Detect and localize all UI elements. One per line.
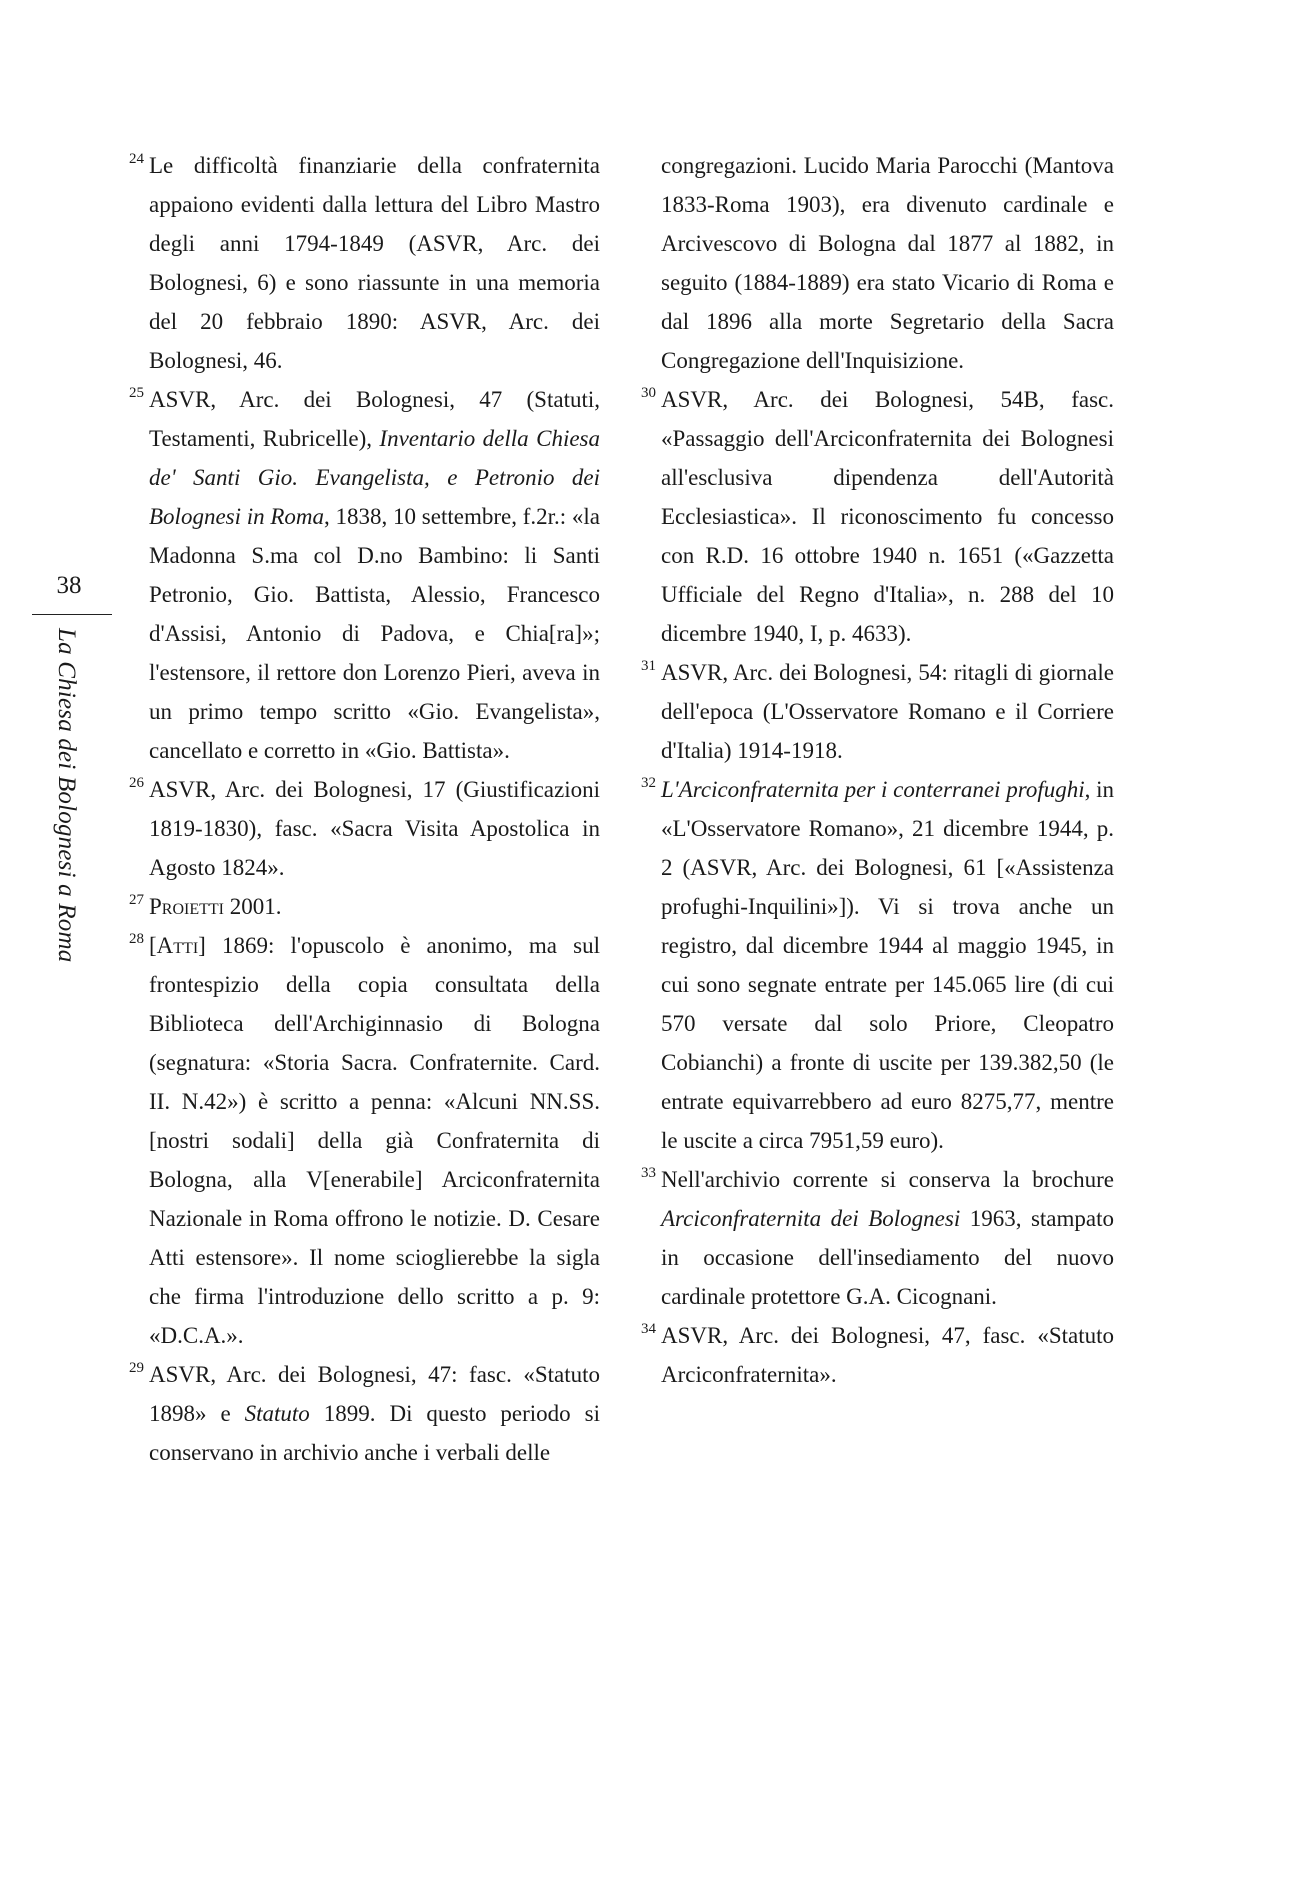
footnote-32: [632, 770, 1114, 1160]
footnote-30: [632, 380, 1114, 653]
footnote-number: 34: [641, 1321, 656, 1337]
footnote-text: Le difficoltà finanziarie della confraternita appaiono evidenti dalla lettura del Libro Mastro degli anni 1794-1849 (ASVR, Arc. dei Bolognesi, 6) e sono riassunte in una memoria del 20 febbraio 1890: ASVR, Arc. dei Bolognesi, 46.: [149, 153, 600, 373]
footnote-author: Atti: [156, 933, 199, 958]
footnote-text: ASVR, Arc. dei Bolognesi, 47 (Statuti, Testamenti, Rubricelle),: [149, 387, 600, 451]
footnote-text: ASVR, Arc. dei Bolognesi, 54B, fasc. «Passaggio dell'Arciconfraternita dei Bolognesi all'esclusiva dipendenza dell'Autorità Ecclesiastica». Il riconoscimento fu concesso con R.D. 16 ottobre 1940 n. 1651 («Gazzetta Ufficiale del Regno d'Italia», n. 288 del 10 dicembre 1940, I, p. 4633).: [661, 387, 1114, 646]
footnote-29: [120, 1355, 600, 1472]
footnote-text: ASVR, Arc. dei Bolognesi, 47, fasc. «Statuto Arciconfraternita».: [661, 1323, 1114, 1387]
footnote-29-continued: [632, 146, 1114, 380]
footnote-25: [120, 380, 600, 770]
footnote-text: ASVR, Arc. dei Bolognesi, 54: ritagli di giornale dell'epoca (L'Osservatore Romano e il Corriere d'Italia) 1914-1918.: [661, 660, 1114, 763]
footnote-27: [120, 887, 600, 926]
footnote-31: [632, 653, 1114, 770]
footnote-number: 33: [641, 1165, 656, 1181]
footnote-text: , in «L'Osservatore Romano», 21 dicembre 1944, p. 2 (ASVR, Arc. dei Bolognesi, 61 [«Assistenza profughi-Inquilini»]). Vi si trova anche un registro, dal dicembre 1944 al maggio 1945, in cui sono segnate entrate per 145.065 lire (di cui 570 versate dal solo Priore, Cleopatro Cobianchi) a fronte di uscite per 139.382,50 (le entrate equivarrebbero ad euro 8275,77, mentre le uscite a circa 7951,59 euro).: [661, 777, 1114, 1153]
footnote-title: Arciconfraternita dei Bolognesi: [661, 1206, 961, 1231]
running-head: La Chiesa dei Bolognesi a Roma: [53, 628, 80, 963]
footnote-title: Statuto: [244, 1401, 310, 1426]
footnote-24: [120, 146, 600, 380]
footnotes-right-column: [632, 146, 1114, 1394]
footnote-text: ASVR, Arc. dei Bolognesi, 47: fasc. «Statuto 1898» e: [149, 1362, 600, 1426]
footnote-text: ASVR, Arc. dei Bolognesi, 17 (Giustificazioni 1819-1830), fasc. «Sacra Visita Apostolica in Agosto 1824».: [149, 777, 600, 880]
footnote-text: , 1838, 10 settembre, f.2r.: «la Madonna S.ma col D.no Bambino: li Santi Petronio, Gio. Battista, Alessio, Francesco d'Assisi, Antonio di Padova, e Chia[ra]»; l'estensore, il rettore don Lorenzo Pieri, aveva in un primo tempo scritto «Gio. Evangelista», cancellato e corretto in «Gio. Battista».: [149, 504, 600, 763]
footnote-text: 2001.: [224, 894, 282, 919]
footnote-title: L'Arciconfraternita per i conterranei profughi: [661, 777, 1085, 802]
footnote-33: [632, 1160, 1114, 1316]
footnote-number: 26: [129, 775, 144, 791]
footnote-number: 32: [641, 775, 656, 791]
footnote-text: congregazioni. Lucido Maria Parocchi (Mantova 1833-Roma 1903), era divenuto cardinale e Arcivescovo di Bologna dal 1877 al 1882, in seguito (1884-1889) era stato Vicario di Roma e dal 1896 alla morte Segretario della Sacra Congregazione dell'Inquisizione.: [661, 153, 1114, 373]
footnote-34: [632, 1316, 1114, 1394]
footnote-bracket: [: [149, 933, 157, 958]
side-rule: [32, 614, 112, 615]
footnote-number: 30: [641, 385, 656, 401]
footnote-text: 1899. Di questo periodo si conservano in archivio anche i verbali delle: [149, 1401, 600, 1465]
footnote-number: 29: [129, 1360, 144, 1376]
footnote-number: 24: [129, 151, 144, 167]
footnote-number: 28: [129, 931, 144, 947]
footnote-text: ] 1869: l'opuscolo è anonimo, ma sul frontespizio della copia consultata della Biblioteca dell'Archiginnasio di Bologna (segnatura: «Storia Sacra. Confraternite. Card. II. N.42») è scritto a penna: «Alcuni NN.SS. [nostri sodali] della già Confraternita di Bologna, alla V[enerabile] Arciconfraternita Nazionale in Roma offrono le notizie. D. Cesare Atti estensore». Il nome scioglierebbe la sigla che firma l'introduzione dello scritto a p. 9: «D.C.A.».: [149, 933, 600, 1348]
footnote-26: [120, 770, 600, 887]
footnotes-left-column: [120, 146, 600, 1472]
footnote-author: Proietti: [149, 894, 224, 919]
footnote-28: [120, 926, 600, 1355]
footnote-number: 27: [129, 892, 144, 908]
footnote-text: Nell'archivio corrente si conserva la brochure: [661, 1167, 1114, 1192]
page-number: 38: [56, 572, 82, 599]
footnote-number: 31: [641, 658, 656, 674]
footnote-number: 25: [129, 385, 144, 401]
footnote-title: Inventario della Chiesa de' Santi Gio. Evangelista, e Petronio dei Bolognesi in Roma: [149, 426, 600, 529]
footnote-text: 1963, stampato in occasione dell'insediamento del nuovo cardinale protettore G.A. Cicognani.: [661, 1206, 1114, 1309]
